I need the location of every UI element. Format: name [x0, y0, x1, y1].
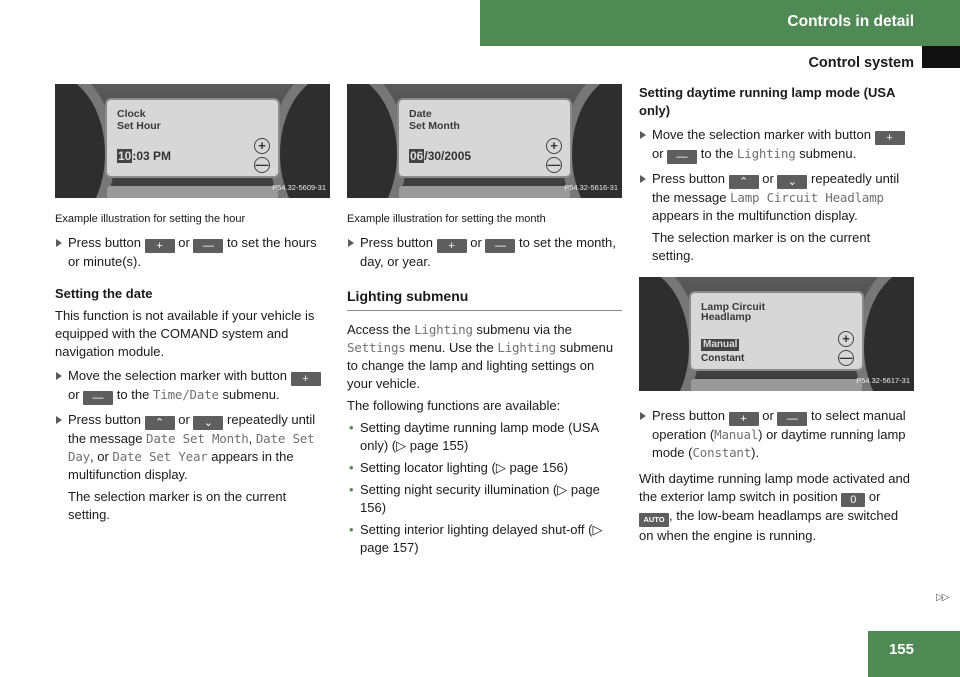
plus-button-icon: +: [291, 372, 321, 386]
step-set-hours: Press button + or — to set the hours or minute(s).: [55, 234, 330, 271]
page-ref-arrow-icon: ▷: [495, 460, 506, 475]
down-button-icon: ⌄: [777, 175, 807, 189]
plus-icon: +: [838, 331, 854, 347]
switch-position-0-icon: 0: [841, 493, 865, 507]
paragraph-low-beam: With daytime running lamp mode activated and the exterior lamp switch in position 0 or AUTO , the low-beam headlamps are switched on when the engine is running.: [639, 471, 910, 543]
page-ref-arrow-icon: ▷: [557, 482, 568, 497]
minus-icon: —: [255, 157, 269, 172]
plus-button-icon: +: [875, 131, 905, 145]
header-tab-marker: [922, 46, 960, 68]
column-1: [55, 84, 330, 524]
display-line-1: Lamp Circuit: [701, 301, 766, 313]
figure-date-display: [347, 84, 622, 198]
step-press-repeatedly: Press button ⌃ or ⌄ repeatedly until the message Lamp Circuit Headlamp appears in the multifunction display.: [639, 170, 914, 225]
display-line-1: Clock: [117, 108, 146, 120]
up-button-icon: ⌃: [145, 416, 175, 430]
minus-button-icon: —: [777, 412, 807, 426]
auto-switch-icon: AUTO: [639, 513, 669, 527]
figure-code: P54.32-5609-31: [272, 183, 326, 192]
heading-setting-date: Setting the date: [55, 286, 153, 301]
selected-digits: 10: [118, 149, 132, 163]
step-move-marker: Move the selection marker with button + or — to the Time/Date submenu.: [55, 367, 330, 405]
figure-lamp-circuit-display: [639, 277, 914, 391]
display-lower-bar: [691, 379, 862, 391]
display-line-2: Set Hour: [117, 120, 161, 132]
minus-button-icon: —: [485, 239, 515, 253]
column-2: [347, 84, 622, 557]
multifunction-display: [689, 291, 864, 371]
display-lower-bar: [107, 186, 278, 198]
display-line-1: Date: [409, 108, 432, 120]
page-title: Control system: [808, 55, 914, 71]
step-select-mode: Press button + or — to select manual operation (Manual) or daytime running lamp mode (Constant).: [639, 407, 914, 462]
plus-icon: +: [254, 138, 270, 154]
list-item: • Setting daytime running lamp mode (USA only) (▷ page 155): [347, 419, 622, 455]
figure-caption: Example illustration for setting the hour: [55, 213, 246, 225]
display-line-2: Headlamp: [701, 311, 752, 323]
selected-digits: 06: [410, 149, 424, 163]
continue-arrows-icon: ▷▷: [936, 592, 948, 603]
note-selection-marker: The selection marker is on the current setting.: [68, 489, 287, 522]
multifunction-display: [105, 98, 280, 178]
display-line-2: Set Month: [409, 120, 460, 132]
display-option: Constant: [701, 353, 745, 364]
plus-icon: +: [546, 138, 562, 154]
step-move-marker-lighting: Move the selection marker with button + or — to the Lighting submenu.: [639, 126, 914, 164]
minus-button-icon: —: [667, 150, 697, 164]
value-rest: /30/2005: [424, 149, 472, 163]
paragraph-access: Access the Lighting submenu via the Settings menu. Use the Lighting submenu to change the lamp and lighting settings on your vehicle.: [347, 322, 614, 391]
display-option-selected: Manual: [703, 339, 738, 350]
page-number: 155: [888, 641, 914, 658]
page-number-box: [868, 631, 960, 677]
section-title: Controls in detail: [787, 13, 914, 30]
multifunction-display: [397, 98, 572, 178]
display-value: [117, 147, 171, 165]
up-button-icon: ⌃: [729, 175, 759, 189]
list-item: • Setting locator lighting (▷ page 156): [347, 459, 622, 477]
plus-button-icon: +: [145, 239, 175, 253]
heading-daytime-running-lamp: Setting daytime running lamp mode (USA only): [639, 85, 895, 118]
figure-caption: Example illustration for setting the month: [347, 213, 546, 225]
step-press-repeatedly: Press button ⌃ or ⌄ repeatedly until the message Date Set Month, Date Set Day, or Date Set Year appears in the multifunction display.: [55, 411, 330, 484]
display-value: [409, 147, 471, 165]
column-3: [639, 84, 914, 545]
minus-icon: —: [547, 157, 561, 172]
list-item: • Setting night security illumination (▷ page 156): [347, 481, 622, 517]
figure-clock-display: [55, 84, 330, 198]
paragraph-intro: This function is not available if your vehicle is equipped with the COMAND system and navigation module.: [55, 308, 315, 359]
page-ref-arrow-icon: ▷: [592, 522, 603, 537]
heading-lighting-submenu: Lighting submenu: [347, 287, 622, 311]
minus-button-icon: —: [193, 239, 223, 253]
figure-code: P54.32-5617-31: [856, 376, 910, 385]
minus-button-icon: —: [83, 391, 113, 405]
plus-button-icon: +: [437, 239, 467, 253]
down-button-icon: ⌄: [193, 416, 223, 430]
plus-button-icon: +: [729, 412, 759, 426]
value-rest: :03 PM: [132, 149, 172, 163]
note-selection-marker: The selection marker is on the current setting.: [652, 230, 871, 263]
list-item: • Setting interior lighting delayed shut-off (▷ page 157): [347, 521, 622, 557]
paragraph-available: The following functions are available:: [347, 398, 561, 413]
figure-code: P54.32-5616-31: [564, 183, 618, 192]
minus-icon: —: [839, 350, 853, 365]
display-lower-bar: [399, 186, 570, 198]
page-ref-arrow-icon: ▷: [396, 438, 407, 453]
step-set-month: Press button + or — to set the month, day, or year.: [347, 234, 622, 271]
